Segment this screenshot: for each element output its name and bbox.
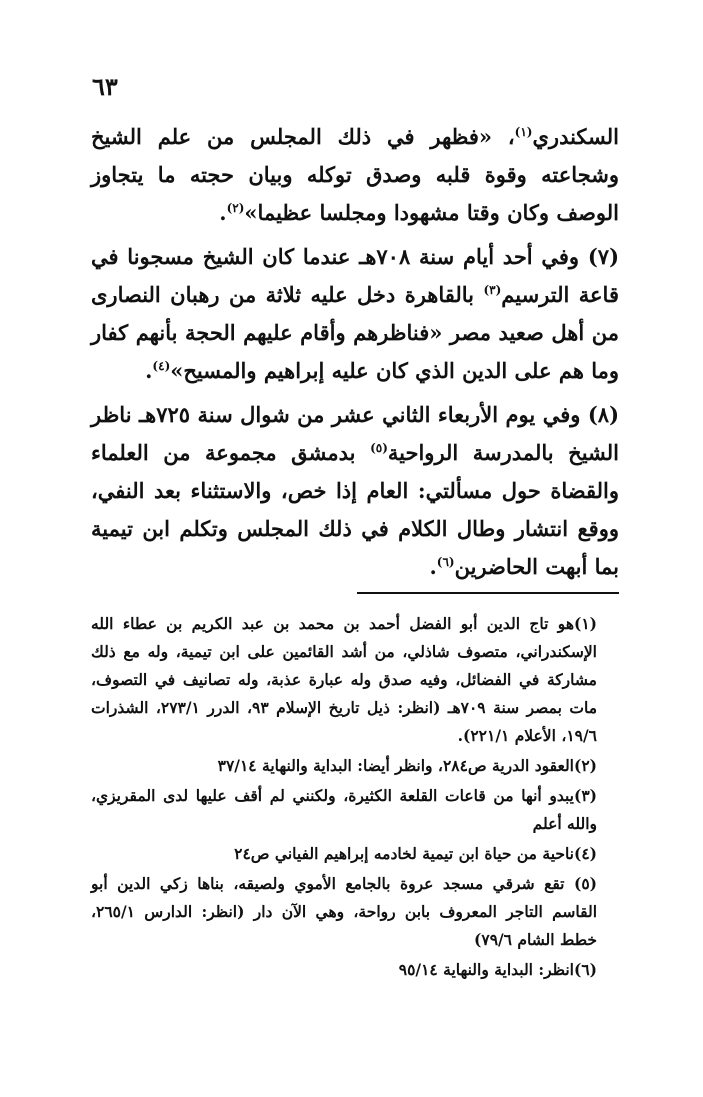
paragraph-end: . bbox=[219, 200, 227, 225]
paragraph-text: (٨) وفي يوم الأربعاء الثاني عشر من شوال سنة ٧٢٥هـ ناظر الشيخ بالمدرسة الرواحية bbox=[91, 402, 619, 465]
paragraph-3 bbox=[91, 396, 619, 586]
page-number: ٦٣ bbox=[92, 72, 118, 101]
footnote-2: (٢)العقود الدرية ص٢٨٤، وانظر أيضا: البداية والنهاية ٣٧/١٤ bbox=[217, 756, 597, 775]
footnote-ref-3[interactable]: (٣) bbox=[483, 283, 502, 297]
footnote-ref-6[interactable]: (٦) bbox=[436, 555, 455, 569]
footnotes bbox=[91, 610, 619, 986]
footnote-ref-4[interactable]: (٤) bbox=[152, 359, 171, 373]
main-text bbox=[91, 118, 619, 592]
footnote-6: (٦)انظر: البداية والنهاية ٩٥/١٤ bbox=[398, 960, 597, 979]
paragraph-end: . bbox=[429, 554, 437, 579]
paragraph-2 bbox=[91, 238, 619, 390]
footnote-ref-1[interactable]: (١) bbox=[514, 125, 533, 139]
paragraph-text: ، «فظهر في ذلك المجلس من علم الشيخ وشجاعته وقوة قلبه وصدق توكله وبيان حجته ما يتجاوز الوصف وكان وقتا مشهودا ومجلسا عظيما» bbox=[91, 124, 619, 225]
paragraph-text: السكندري bbox=[532, 124, 619, 149]
footnote-divider bbox=[357, 592, 619, 594]
footnote-5: (٥) تقع شرقي مسجد عروة بالجامع الأموي ولصيقه، بناها زكي الدين أبو القاسم التاجر المعروف بابن رواحة، وهي الآن دار (انظر: الدارس ٢٦٥/١، خطط الشام ٧٩/٦) bbox=[91, 874, 597, 949]
footnote-1: (١)هو تاج الدين أبو الفضل أحمد بن محمد بن عبد الكريم بن عطاء الله الإسكندراني، متصوف شاذلي، من أشد القائمين على ابن تيمية، وله مع ذلك مشاركة في الفضائل، وفيه صدق وله عبارة عذبة، وله تصانيف في التصوف، مات بمصر سنة ٧٠٩هـ (انظر: ذيل تاريخ الإسلام ٩٣، الدرر ٢٧٣/١، الشذرات ١٩/٦، الأعلام ٢٢١/١). bbox=[91, 614, 597, 745]
footnote-ref-2[interactable]: (٢) bbox=[226, 201, 245, 215]
paragraph-end: . bbox=[145, 358, 153, 383]
paragraph-text: بدمشق مجموعة من العلماء والقضاة حول مسألتي: العام إذا خص، والاستثناء بعد النفي، ووقع انتشار وطال الكلام في ذلك المجلس وتكلم ابن تيمية بما أبهت الحاضرين bbox=[91, 440, 619, 579]
footnote-ref-5[interactable]: (٥) bbox=[370, 441, 388, 455]
paragraph-text: (٧) وفي أحد أيام سنة ٧٠٨هـ عندما كان الشيخ مسجونا في قاعة الترسيم bbox=[91, 244, 619, 307]
paragraph-1 bbox=[91, 118, 619, 232]
footnote-3: (٣)يبدو أنها من قاعات القلعة الكثيرة، ولكنني لم أقف عليها لدى المقريزي، والله أعلم bbox=[91, 786, 597, 833]
footnote-4: (٤)ناحية من حياة ابن تيمية لخادمه إبراهيم الفياني ص٢٤ bbox=[234, 844, 597, 863]
paragraph-text: بالقاهرة دخل عليه ثلاثة من رهبان النصارى من أهل صعيد مصر «فناظرهم وأقام عليهم الحجة بأنهم كفار وما هم على الدين الذي كان عليه إبراهيم والمسيح» bbox=[91, 282, 619, 383]
